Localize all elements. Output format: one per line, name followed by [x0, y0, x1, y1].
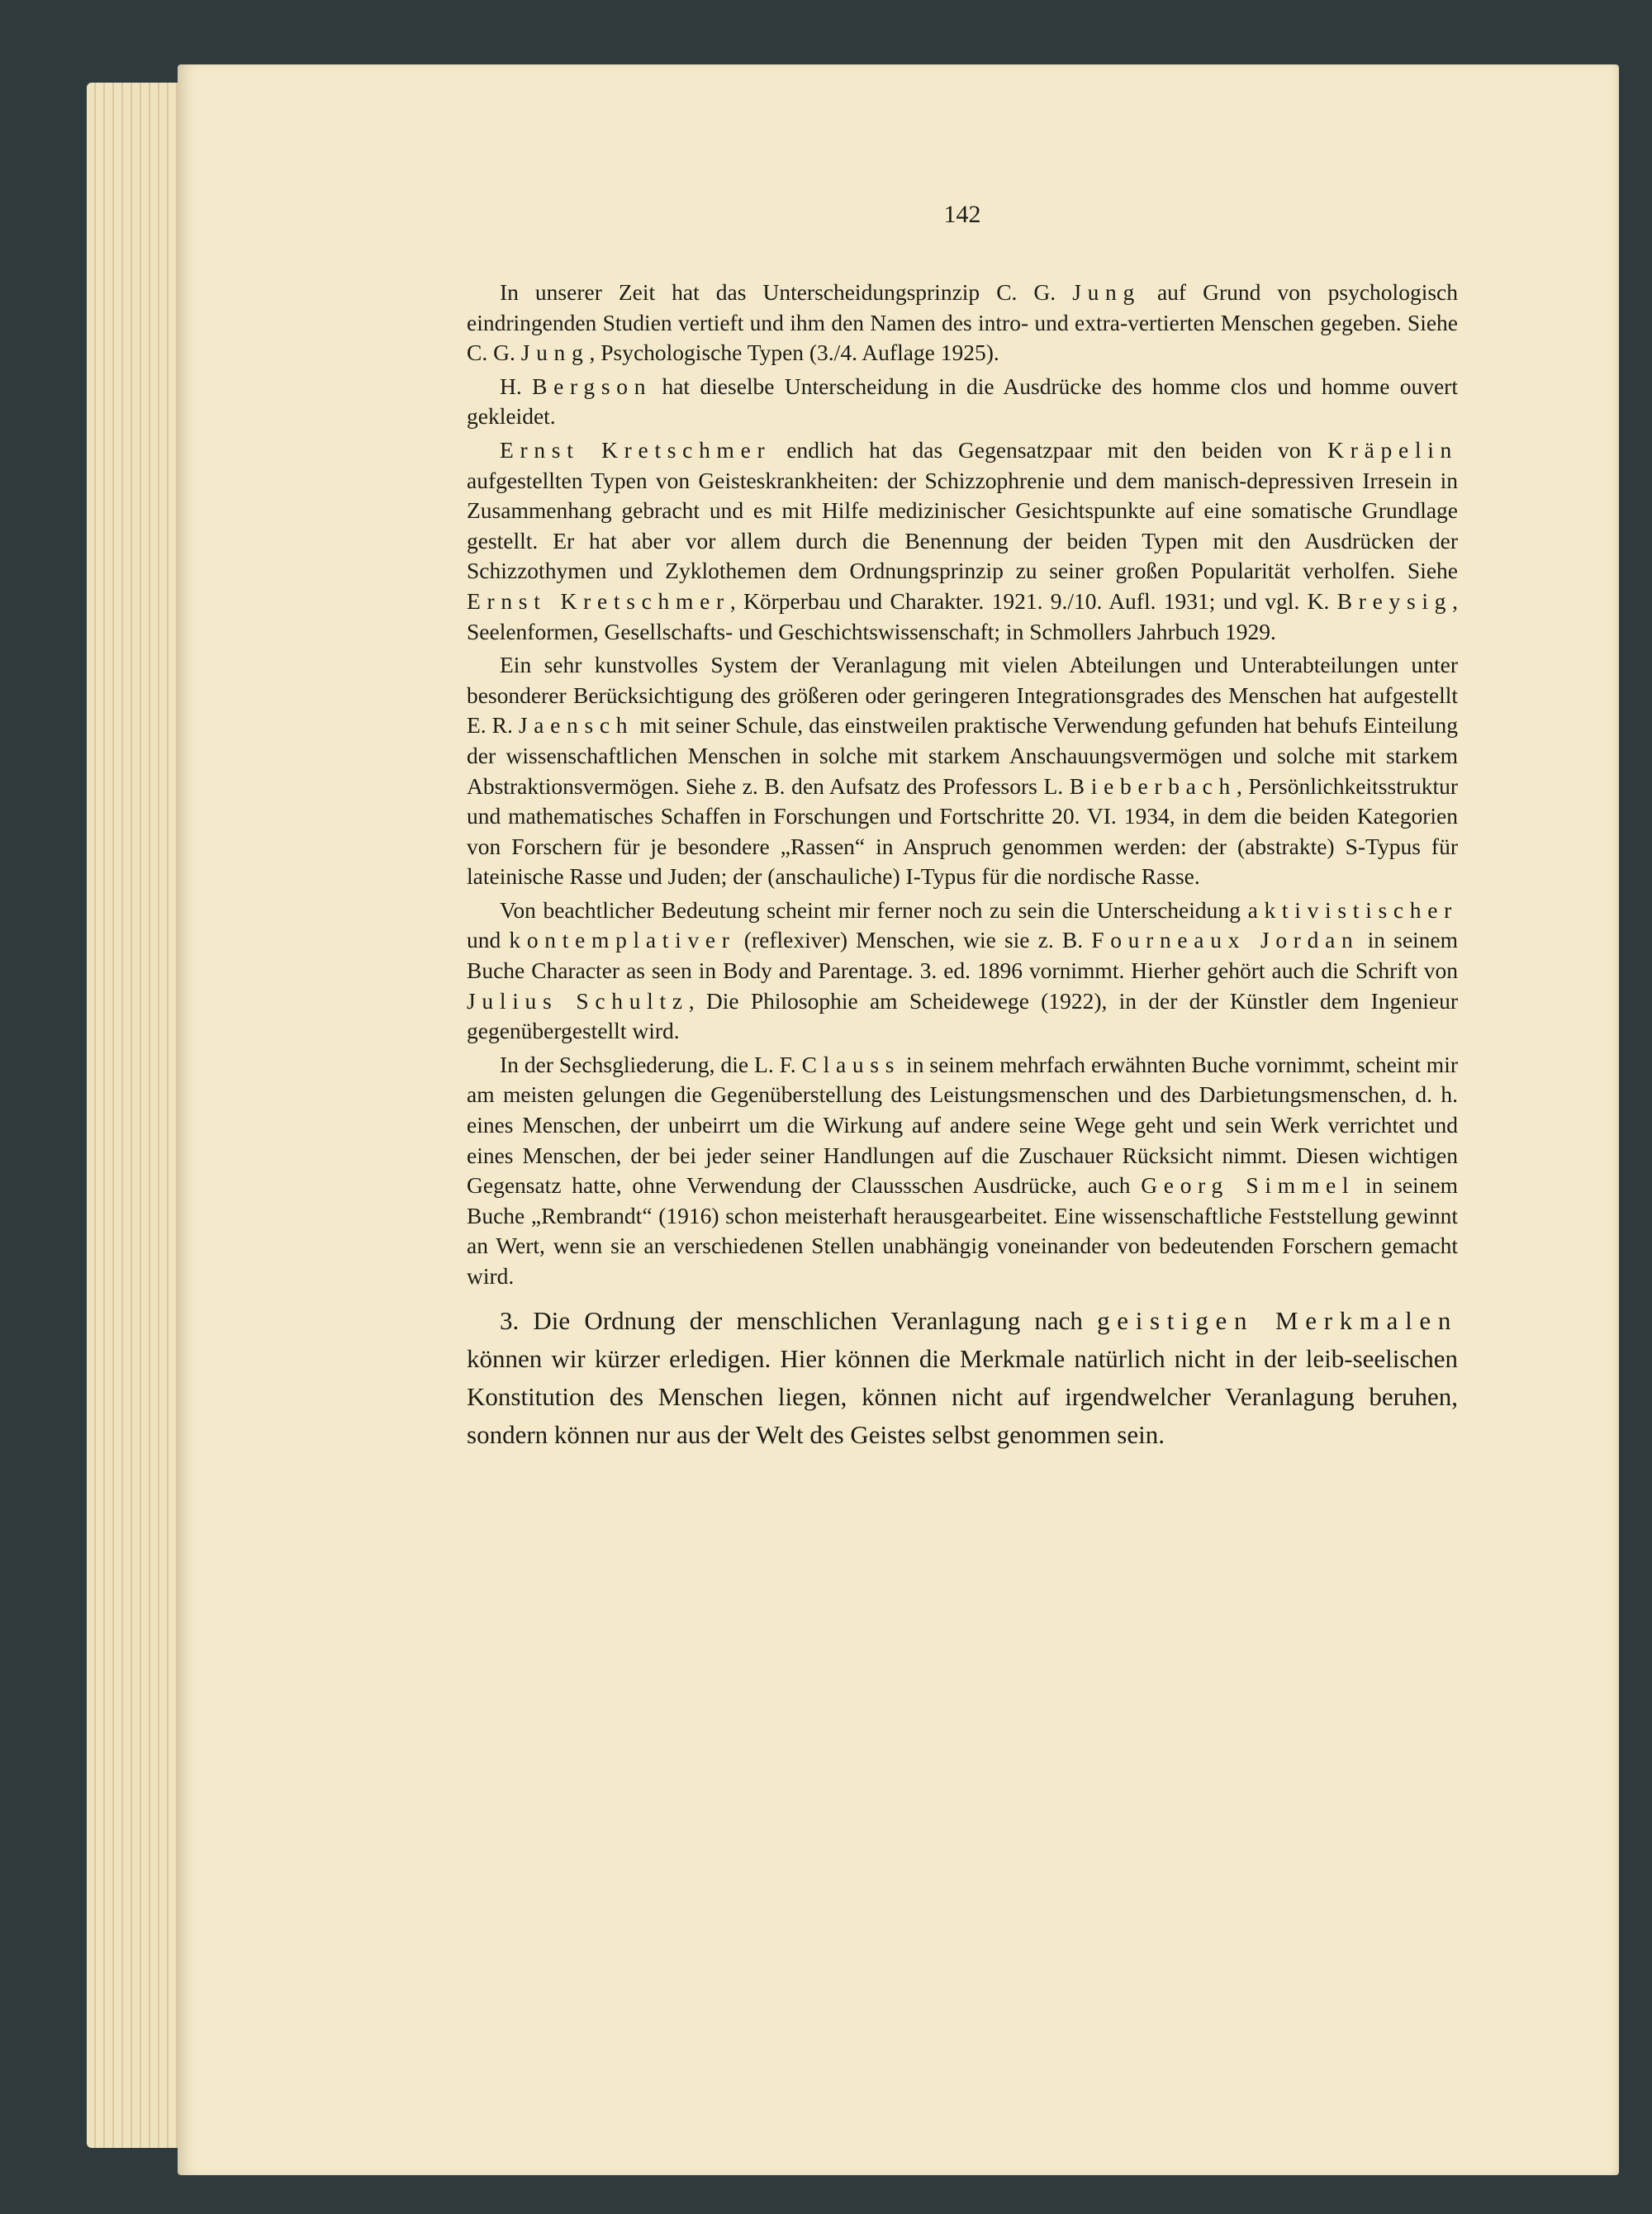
paragraph — [467, 435, 1458, 647]
text-run: hat dieselbe Unterscheidung in die Ausdrücke des homme clos und homme ouvert gekleidet. — [467, 373, 1458, 430]
paragraph — [467, 278, 1458, 368]
spaced-name: Bergson — [532, 373, 653, 399]
spaced-name: Julius Schultz — [467, 987, 689, 1014]
paragraph — [467, 1050, 1458, 1292]
text-run: In der Sechsgliederung, die L. F. — [500, 1051, 802, 1077]
spaced-name: Kräpelin — [1327, 436, 1458, 463]
text-run: mit seiner Schule, das einstweilen praktische Verwendung gefunden hat behufs Einteilung der wissenschaftlichen Menschen in solche mit starkem Anschauungsvermögen und solche mit starkem Abstraktionsvermögen. Siehe z. B. den Aufsatz des Professors L. — [467, 712, 1459, 799]
spaced-name: Clauss — [801, 1051, 901, 1077]
spaced-name: Ernst Kretschmer — [467, 587, 730, 614]
spaced-name: Breysig — [1336, 587, 1453, 614]
text-run: , Persönlichkeitsstruktur und mathematisches Schaffen in Forschungen und Fortschritte 20. VI. 1934, in dem die beiden Kategorien von Forschern für je besondere „Rassen“ in Anspruch genommen werden: der (abstrakte) S-Typus für lateinische Rasse und Juden; der (anschauliche) I-Typus für die nordische Rasse. — [467, 772, 1458, 890]
text-run: können wir kürzer erledigen. Hier können die Merkmale natürlich nicht in der leib-seelischen Konstitution des Menschen liegen, können nicht auf irgendwelcher Veranlagung beruhen, sondern können nur aus der Welt des Geistes selbst genommen sein. — [467, 1343, 1458, 1449]
text-run: und — [467, 927, 510, 953]
text-run: Ein sehr kunstvolles System der Veranlagung mit vielen Abteilungen und Unterabteilungen unter besonderer Berücksichtigung des größeren oder geringeren Integrationsgrades des Menschen hat aufgestellt E. R. — [467, 652, 1458, 739]
spaced-name: Georg Simmel — [1141, 1172, 1355, 1199]
paragraph — [467, 1302, 1458, 1454]
spaced-name: Jaensch — [518, 712, 634, 739]
text-run: , Seelenformen, Gesellschafts- und Geschichtswissenschaft; in Schmollers Jahrbuch 1929. — [467, 587, 1459, 644]
text-run: In unserer Zeit hat das Unterscheidungsprinzip C. G. — [500, 279, 1073, 305]
text-run: auf Grund von psychologisch eindringenden Studien vertieft und ihm den Namen des intro- und extra-vertierten Menschen gegeben. Siehe C. G. — [467, 279, 1458, 366]
spaced-name: kontemplativer — [509, 927, 736, 953]
spaced-name: aktivistischer — [1247, 896, 1458, 923]
spaced-name: Jung — [1072, 279, 1141, 305]
text-run: , Psychologische Typen (3./4. Auflage 1925). — [589, 340, 999, 366]
text-run: endlich hat das Gegensatzpaar mit den beiden von — [771, 436, 1328, 463]
spaced-name: Fourneaux Jordan — [1091, 927, 1360, 953]
page-number: 142 — [943, 201, 981, 228]
spaced-name: Jung — [520, 340, 590, 366]
text-run: Von beachtlicher Bedeutung scheint mir ferner noch zu sein die Unterscheidung — [500, 896, 1248, 923]
paragraph — [467, 650, 1458, 892]
spaced-name: Bieberbach — [1069, 772, 1237, 799]
text-run: , Körperbau und Charakter. 1921. 9./10. Aufl. 1931; und vgl. K. — [729, 587, 1337, 614]
spaced-name: geistigen Merkmalen — [1097, 1305, 1458, 1335]
text-run: in seinem Buche Character as seen in Body and Parentage. 3. ed. 1896 vornimmt. Hierher gehört auch die Schrift von — [467, 927, 1459, 984]
page-text — [467, 198, 1458, 1457]
text-run: , Die Philosophie am Scheidewege (1922), in der der Künstler dem Ingenieur gegenübergestellt wird. — [467, 987, 1458, 1044]
spaced-name: Ernst Kretschmer — [500, 436, 771, 463]
text-run: (reflexiver) Menschen, wie sie z. B. — [735, 927, 1092, 953]
paragraph — [467, 896, 1458, 1047]
text-run: in seinem mehrfach erwähnten Buche vornimmt, scheint mir am meisten gelungen die Gegenüberstellung des Leistungsmenschen und des Darbietungsmenschen, d. h. eines Menschen, der unbeirrt um die Wirkung auf andere seine Wege geht und sein Werk verrichtet und eines Menschen, der bei jeder seiner Handlungen auf die Zuschauer Rücksicht nimmt. Diesen wichtigen Gegensatz hatte, ohne Verwendung der Claussschen Ausdrücke, auch — [467, 1051, 1458, 1199]
text-run: 3. Die Ordnung der menschlichen Veranlagung nach — [500, 1305, 1098, 1335]
text-run: H. — [500, 373, 533, 399]
text-run: in seinem Buche „Rembrandt“ (1916) schon meisterhaft herausgearbeitet. Eine wissenschaftliche Feststellung gewinnt an Wert, wenn sie an verschiedenen Stellen unabhängig voneinander von bedeutenden Forschern gemacht wird. — [467, 1172, 1458, 1289]
text-run: aufgestellten Typen von Geisteskrankheiten: der Schizzophrenie und dem manisch-depressiven Irresein in Zusammenhang gebracht und es mit Hilfe medizinischer Gesichtspunkte auf eine somatische Grundlage gestellt. Er hat aber vor allem durch die Benennung der beiden Typen mit den Ausdrücken der Schizzothymen und Zyklothemen dem Ordnungsprinzip zu seiner großen Popularität verholfen. Siehe — [467, 467, 1458, 584]
paragraph — [467, 372, 1458, 432]
paragraph-list — [467, 278, 1458, 1454]
